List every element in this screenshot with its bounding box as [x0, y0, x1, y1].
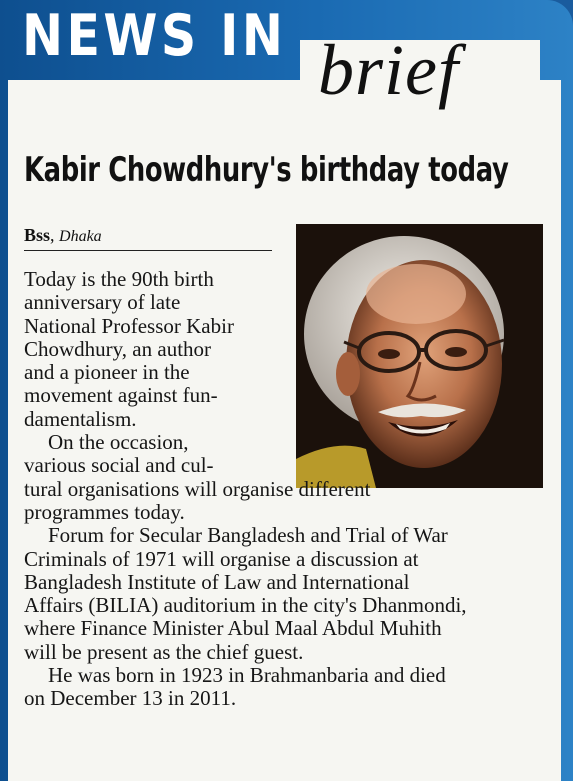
body-line: various social and cul- — [24, 453, 214, 478]
body-line: on December 13 in 2011. — [24, 686, 237, 711]
article-headline: Kabir Chowdhury's birthday today — [24, 150, 509, 190]
byline: Bss, Dhaka — [24, 225, 272, 251]
section-title-news-in: NEWS IN — [22, 3, 287, 69]
body-line: National Professor Kabir — [24, 313, 234, 338]
body-line: anniversary of late — [24, 290, 181, 315]
body-line: He was born in 1923 in Brahmanbaria and died — [48, 663, 446, 688]
body-line: Today is the 90th birth — [24, 267, 214, 291]
byline-place: Dhaka — [59, 228, 102, 245]
body-line: and a pioneer in the — [24, 360, 190, 385]
body-line: movement against fun- — [24, 383, 218, 408]
body-line: On the occasion, — [48, 430, 189, 455]
body-line: Criminals of 1971 will organise a discussion at — [24, 546, 419, 571]
section-title-brief: brief — [318, 30, 459, 110]
body-line: programmes today. — [24, 499, 185, 524]
article-body — [24, 268, 467, 711]
body-line: will be present as the chief guest. — [24, 639, 304, 664]
body-line: Affairs (BILIA) auditorium in the city's Dhanmondi, — [24, 593, 467, 618]
body-line: Bangladesh Institute of Law and International — [24, 569, 410, 594]
body-line: where Finance Minister Abul Maal Abdul Muhith — [24, 616, 442, 641]
body-line: tural organisations will organise different — [24, 476, 371, 501]
body-line: Forum for Secular Bangladesh and Trial of War — [48, 523, 448, 548]
body-line: Chowdhury, an author — [24, 336, 212, 361]
body-line: damentalism. — [24, 406, 137, 431]
byline-agency: Bss — [24, 225, 51, 245]
